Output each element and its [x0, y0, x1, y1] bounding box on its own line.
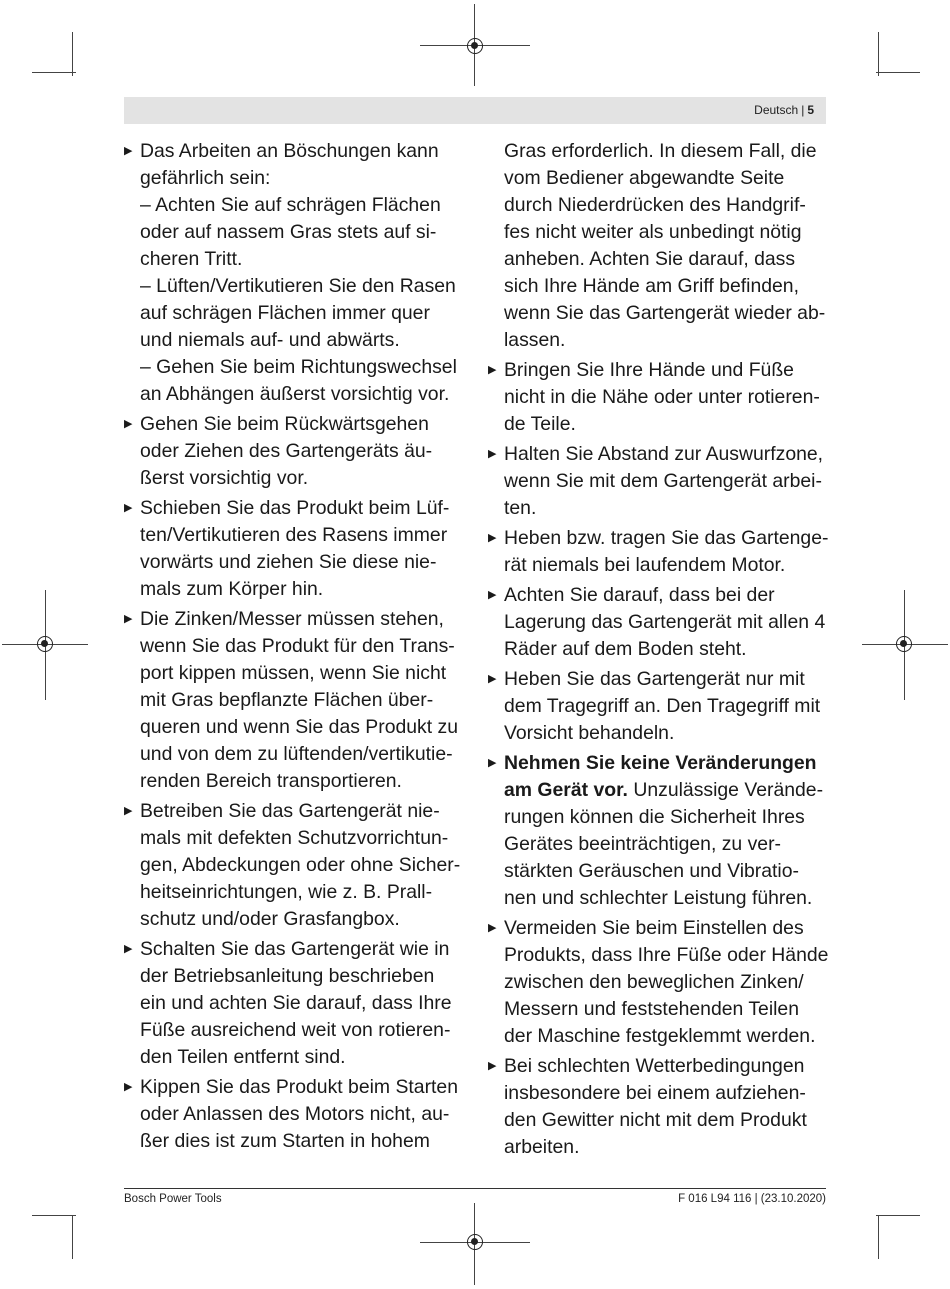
text-line: Halten Sie Abstand zur Auswurfzone,: [504, 443, 824, 465]
text-line: anheben. Achten Sie darauf, dass: [504, 248, 796, 270]
bullet-arrow-icon: ▶: [124, 1081, 133, 1093]
page-header: [124, 97, 826, 124]
list-item: [124, 1074, 474, 1155]
bullet-arrow-icon: ▶: [488, 532, 497, 544]
footer-divider: [124, 1188, 826, 1189]
text-line: ßerst vorsichtig vor.: [140, 467, 309, 489]
text-line: Bringen Sie Ihre Hände und Füße: [504, 359, 794, 381]
right-column: [488, 138, 833, 1164]
text-line: lassen.: [504, 329, 566, 351]
bullet-arrow-icon: ▶: [124, 613, 133, 625]
text-line: durch Niederdrücken des Handgrif-: [504, 194, 806, 216]
text-line: Heben Sie das Gartengerät nur mit: [504, 668, 805, 690]
text-line: port kippen müssen, wenn Sie nicht: [140, 662, 447, 684]
text: Unzulässige Verände-: [627, 779, 824, 801]
list-item: [488, 1053, 833, 1161]
text-line: Vorsicht behandeln.: [504, 722, 675, 744]
text-line: ein und achten Sie darauf, dass Ihre: [140, 992, 452, 1014]
text-line: nicht in die Nähe oder unter rotieren-: [504, 386, 820, 408]
text-line: Gras erforderlich. In diesem Fall, die: [504, 140, 817, 162]
text-line: gefährlich sein:: [140, 167, 271, 189]
bullet-arrow-icon: ▶: [124, 943, 133, 955]
text-line: oder Anlassen des Motors nicht, au-: [140, 1103, 450, 1125]
text-line: gen, Abdeckungen oder ohne Sicher-: [140, 854, 461, 876]
list-item: [124, 606, 474, 795]
text-line: vorwärts und ziehen Sie diese nie-: [140, 551, 437, 573]
registration-mark-icon: [467, 38, 483, 54]
text-line: stärkten Geräuschen und Vibratio-: [504, 860, 799, 882]
text-line: heitseinrichtungen, wie z. B. Prall-: [140, 881, 433, 903]
text-line: den Teilen entfernt sind.: [140, 1046, 346, 1068]
text-line: oder auf nassem Gras stets auf si-: [140, 221, 437, 243]
bullet-arrow-icon: ▶: [124, 805, 133, 817]
registration-mark-icon: [896, 636, 912, 652]
list-item: [488, 441, 833, 522]
header-language: Deutsch: [754, 103, 799, 117]
bullet-arrow-icon: ▶: [488, 589, 497, 601]
page-number: 5: [807, 103, 814, 117]
text-line: ßer dies ist zum Starten in hohem: [140, 1130, 430, 1152]
text-line: queren und wenn Sie das Produkt zu: [140, 716, 459, 738]
text-line: Die Zinken/Messer müssen stehen,: [140, 608, 444, 630]
bold-text-line: Nehmen Sie keine Veränderungen: [504, 752, 817, 774]
text-line: Vermeiden Sie beim Einstellen des: [504, 917, 804, 939]
text-line: Das Arbeiten an Böschungen kann: [140, 140, 439, 162]
text-line: auf schrägen Flächen immer quer: [140, 302, 430, 324]
text-line: der Maschine festgeklemmt werden.: [504, 1025, 816, 1047]
registration-mark-icon: [467, 1234, 483, 1250]
text-line: zwischen den beweglichen Zinken/: [504, 971, 804, 993]
registration-mark-icon: [37, 636, 53, 652]
text-line: Messern und feststehenden Teilen: [504, 998, 800, 1020]
text-line: – Gehen Sie beim Richtungswechsel: [140, 356, 457, 378]
text-line: rungen können die Sicherheit Ihres: [504, 806, 805, 828]
text-line: ten.: [504, 497, 537, 519]
list-item-warning: [488, 750, 833, 912]
text-line: mals mit defekten Schutzvorrichtun-: [140, 827, 449, 849]
text-line: und niemals auf- und abwärts.: [140, 329, 400, 351]
text-line: der Betriebsanleitung beschrieben: [140, 965, 435, 987]
left-column: [124, 138, 474, 1158]
bullet-arrow-icon: ▶: [488, 673, 497, 685]
text-line: cheren Tritt.: [140, 248, 243, 270]
text-line: sich Ihre Hände am Griff befinden,: [504, 275, 799, 297]
text-line: wenn Sie das Produkt für den Trans-: [140, 635, 455, 657]
list-item: [124, 411, 474, 492]
list-item: [488, 582, 833, 663]
text-line: Achten Sie darauf, dass bei der: [504, 584, 775, 606]
text-line: und von dem zu lüftenden/vertikutie-: [140, 743, 453, 765]
list-item: [124, 936, 474, 1071]
text-line: wenn Sie mit dem Gartengerät arbei-: [504, 470, 822, 492]
list-item: [124, 138, 474, 408]
text-line: mit Gras bepflanzte Flächen über-: [140, 689, 434, 711]
text-line: renden Bereich transportieren.: [140, 770, 402, 792]
text-line: – Lüften/Vertikutieren Sie den Rasen: [140, 275, 456, 297]
text-line: vom Bediener abgewandte Seite: [504, 167, 785, 189]
text-line: ten/Vertikutieren des Rasens immer: [140, 524, 448, 546]
list-item: [488, 666, 833, 747]
footer-brand: Bosch Power Tools: [124, 1193, 222, 1205]
footer-document-id: F 016 L94 116 | (23.10.2020): [678, 1193, 826, 1205]
continuation-paragraph: [488, 138, 833, 354]
list-item: [488, 915, 833, 1050]
text-line: insbesondere bei einem aufziehen-: [504, 1082, 806, 1104]
bullet-arrow-icon: ▶: [488, 922, 497, 934]
list-item: [124, 495, 474, 603]
bullet-arrow-icon: ▶: [124, 418, 133, 430]
bold-text: am Gerät vor.: [504, 779, 628, 801]
text-line: mals zum Körper hin.: [140, 578, 324, 600]
list-item: [488, 525, 833, 579]
text-line: Lagerung das Gartengerät mit allen 4: [504, 611, 826, 633]
bullet-arrow-icon: ▶: [488, 364, 497, 376]
text-line: Bei schlechten Wetterbedingungen: [504, 1055, 805, 1077]
text-line: Gehen Sie beim Rückwärtsgehen: [140, 413, 429, 435]
bullet-arrow-icon: ▶: [488, 1060, 497, 1072]
text-line: Kippen Sie das Produkt beim Starten: [140, 1076, 458, 1098]
text-line: Füße ausreichend weit von rotieren-: [140, 1019, 451, 1041]
text-line: de Teile.: [504, 413, 576, 435]
text-line: fes nicht weiter als unbedingt nötig: [504, 221, 802, 243]
text-line: nen und schlechter Leistung führen.: [504, 887, 813, 909]
text-line: oder Ziehen des Gartengeräts äu-: [140, 440, 433, 462]
bullet-arrow-icon: ▶: [124, 145, 133, 157]
header-text: [754, 103, 814, 117]
text-line: wenn Sie das Gartengerät wieder ab-: [504, 302, 826, 324]
bullet-arrow-icon: ▶: [488, 757, 497, 769]
text-line: dem Tragegriff an. Den Tragegriff mit: [504, 695, 821, 717]
text-line: Räder auf dem Boden steht.: [504, 638, 747, 660]
text-line: an Abhängen äußerst vorsichtig vor.: [140, 383, 450, 405]
text-line: Schieben Sie das Produkt beim Lüf-: [140, 497, 450, 519]
bullet-arrow-icon: ▶: [488, 448, 497, 460]
text-line: schutz und/oder Grasfangbox.: [140, 908, 400, 930]
list-item: [488, 357, 833, 438]
text-line: Betreiben Sie das Gartengerät nie-: [140, 800, 440, 822]
text-line: Heben bzw. tragen Sie das Gartenge-: [504, 527, 829, 549]
text-line: – Achten Sie auf schrägen Flächen: [140, 194, 441, 216]
text-line: arbeiten.: [504, 1136, 580, 1158]
text-line: den Gewitter nicht mit dem Produkt: [504, 1109, 807, 1131]
list-item: [124, 798, 474, 933]
text-line: Produkts, dass Ihre Füße oder Hände: [504, 944, 829, 966]
header-separator: |: [801, 103, 805, 117]
text-line: Schalten Sie das Gartengerät wie in: [140, 938, 450, 960]
text-line: Gerätes beeinträchtigen, zu ver-: [504, 833, 781, 855]
text-line: rät niemals bei laufendem Motor.: [504, 554, 786, 576]
bullet-arrow-icon: ▶: [124, 502, 133, 514]
